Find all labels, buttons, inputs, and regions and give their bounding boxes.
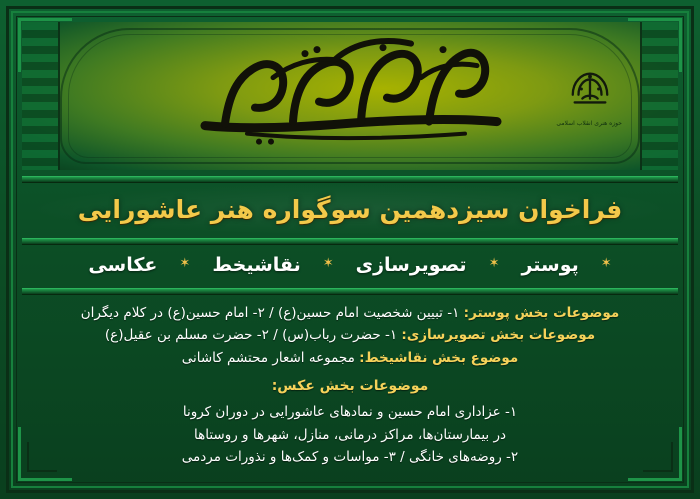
- section-label-photography: عکاسی: [88, 254, 158, 276]
- organization-logo: [558, 66, 622, 127]
- photo-topic-line-3: ۲- روضه‌های خانگی / ۳- مواسات و کمک‌ها و نذورات مردمی: [181, 448, 519, 465]
- topic-label-illustration: موضوعات بخش تصویرسازی:: [401, 327, 596, 344]
- divider-above-title: [22, 176, 678, 183]
- title-band: [22, 183, 678, 235]
- photo-section-lines: [26, 401, 674, 468]
- photo-topic-line-2: در بیمارستان‌ها، مراکز درمانی، منازل، شهرها و روستاها: [194, 426, 506, 443]
- topic-row-illustration: [26, 324, 674, 346]
- topic-text-poster: ۱- تبیین شخصیت امام حسین(ع) / ۲- امام حسین(ع) در کلام دیگران: [80, 305, 460, 321]
- howzeh-honari-logo-icon: [567, 97, 613, 116]
- photo-topic-line-1: ۱- عزاداری امام حسین و نمادهای عاشورایی در دوران کرونا: [182, 404, 518, 421]
- sections-list: [22, 244, 678, 286]
- topic-text-calligraphy-painting: مجموعه اشعار محتشم کاشانی: [181, 349, 355, 366]
- topic-text-illustration: ۱- حضرت رباب(س) / ۲- حضرت مسلم بن عقیل(ع): [104, 327, 398, 344]
- topic-row-poster: [26, 302, 674, 324]
- topic-row-calligraphy-painting: [26, 347, 674, 369]
- section-label-calligraphy-painting: نقاشیخط: [212, 254, 301, 276]
- star-icon: ✶: [600, 255, 612, 271]
- hero-right-ornament-strip: [640, 22, 678, 170]
- hero-left-ornament-strip: [22, 22, 60, 170]
- divider-above-body: [22, 288, 678, 295]
- star-icon: ✶: [322, 255, 334, 271]
- section-label-poster: پوستر: [521, 254, 579, 276]
- topic-label-calligraphy-painting: موضوع بخش نقاشیخط:: [359, 349, 519, 366]
- calligraphy-icon: [185, 34, 515, 154]
- topic-label-poster: موضوعات بخش پوستر:: [463, 305, 620, 321]
- organization-logo-caption: حوزه هنری انقلاب اسلامی: [556, 120, 622, 127]
- section-label-illustration: تصویرسازی: [355, 254, 467, 276]
- page-title: فراخوان سیزدهمین سوگواره هنر عاشورایی: [77, 194, 623, 224]
- star-icon: ✶: [179, 255, 191, 271]
- topics-body: [26, 298, 674, 473]
- hero-calligraphy-panel: [22, 22, 678, 170]
- photo-section-heading: موضوعات بخش عکس:: [271, 377, 429, 394]
- star-icon: ✶: [488, 255, 500, 271]
